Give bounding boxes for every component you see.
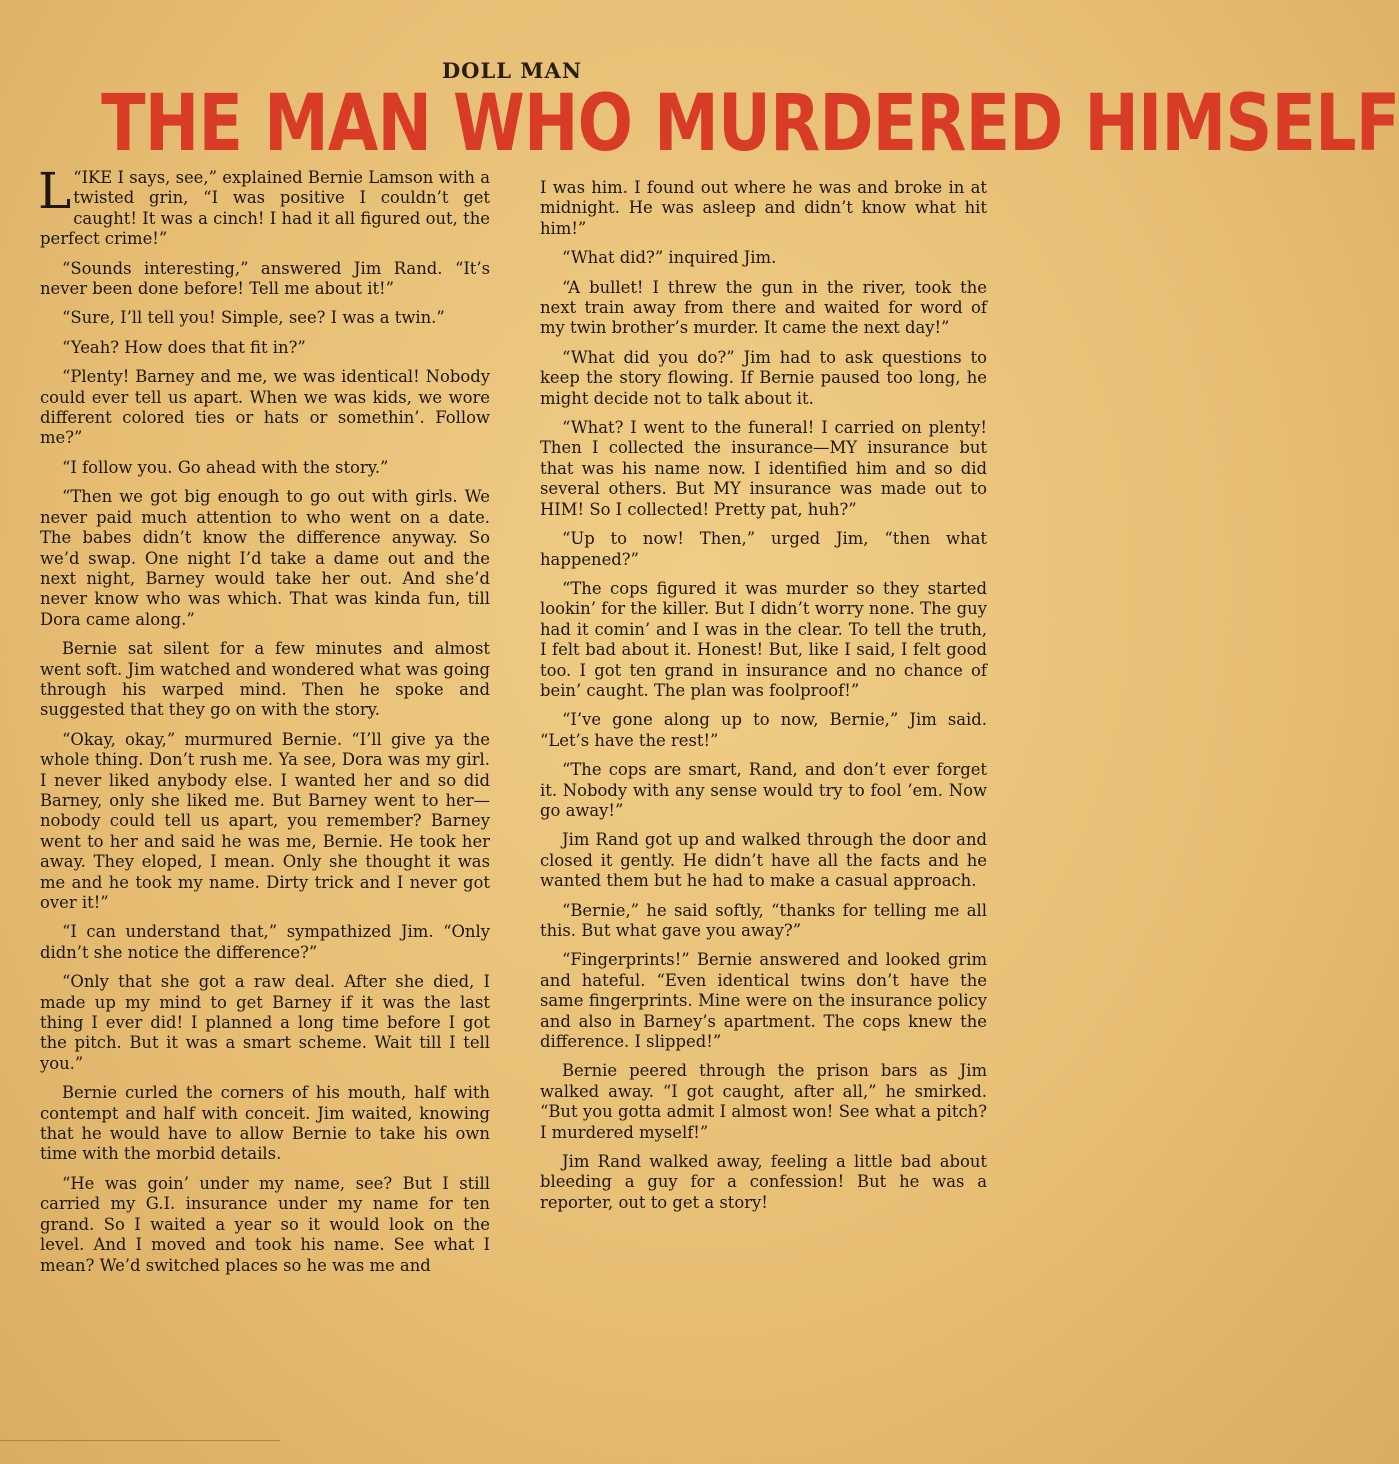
paragraph: Jim Rand got up and walked through the door and closed it gently. He didn’t have all the facts and he wanted them but he had to make a casual approach. (540, 830, 987, 891)
paragraph: “Sure, I’ll tell you! Simple, see? I was a twin.” (62, 308, 445, 328)
drop-cap: L (38, 162, 72, 220)
paragraph: “Up to now! Then,” urged Jim, “then what happened?” (540, 529, 987, 569)
paragraph: “What did you do?” Jim had to ask questions to keep the story flowing. If Bernie paused too long, he might decide not to talk about it. (540, 347, 987, 408)
paragraph: “Okay, okay,” murmured Bernie. “I’ll give ya the whole thing. Don’t rush me. Ya see, Dora was my girl. I never liked anybody else. I wanted her and so did Barney, only she liked me. But Barney went to her—nobody could tell us apart, you remember? Barney went to her and said he was me, Bernie. He took her away. They eloped, I mean. Only she thought it was me and he took my name. Dirty trick and I never got over it!” (40, 729, 490, 912)
paragraph: “What? I went to the funeral! I carried on plenty! Then I collected the insurance—MY insurance but that was his name now. I identified him and so did several others. But MY insurance was made out to HIM! So I collected! Pretty pat, huh?” (540, 418, 987, 519)
paragraph: “I follow you. Go ahead with the story.” (62, 457, 389, 477)
paragraph: “Fingerprints!” Bernie answered and looked grim and hateful. “Even identical twins don’t have the same fingerprints. Mine were on the insurance policy and also in Barney’s apartment. The cops knew the difference. I slipped!” (540, 950, 987, 1052)
paragraph: “Yeah? How does that fit in?” (62, 337, 306, 357)
right-text-column (540, 178, 987, 1222)
series-title: DOLL MAN (441, 58, 583, 83)
left-text-column (38, 162, 490, 1285)
page-edge-rule (0, 1440, 280, 1441)
paragraph: “I can understand that,” sympathized Jim. “Only didn’t she notice the difference?” (40, 922, 490, 962)
paragraph: “The cops figured it was murder so they started lookin’ for the killer. But I didn’t worry none. The guy had it comin’ and I was in the clear. To tell the truth, I felt bad about it. Honest! But, like I said, I felt good too. I got ten grand in insurance and no chance of bein’ caught. The plan was foolproof!” (540, 578, 987, 700)
paragraph: “Bernie,” he said softly, “thanks for telling me all this. But what gave you away?” (540, 900, 987, 940)
paragraph-text: “IKE I says, see,” explained Bernie Lamson with a twisted grin, “I was positive I couldn’t get caught! It was a cinch! I had it all figured out, the perfect crime!” (40, 168, 490, 249)
paragraph: “Plenty! Barney and me, we was identical! Nobody could ever tell us apart. When we was kids, we wore different colored ties or hats or somethin’. Follow me?” (40, 367, 490, 448)
paragraph: “The cops are smart, Rand, and don’t ever forget it. Nobody with any sense would try to fool ’em. Now go away!” (540, 760, 987, 820)
paragraph: Bernie sat silent for a few minutes and almost went soft. Jim watched and wondered what was going through his warped mind. Then he spoke and suggested that they go on with the story. (40, 639, 490, 720)
paragraph: Bernie peered through the prison bars as Jim walked away. “I got caught, after all,” he smirked. “But you gotta admit I almost won! See what a pitch? I murdered myself!” (540, 1061, 987, 1142)
paragraph: I was him. I found out where he was and broke in at midnight. He was asleep and didn’t know what hit him!” (540, 178, 987, 238)
paragraph (38, 162, 490, 250)
paragraph: “I’ve gone along up to now, Bernie,” Jim said. “Let’s have the rest!” (540, 710, 987, 750)
paragraph: “Only that she got a raw deal. After she died, I made up my mind to get Barney if it was the last thing I ever did! I planned a long time before I got the pitch. But it was a smart scheme. Wait till I tell you.” (40, 972, 490, 1073)
paragraph: Jim Rand walked away, feeling a little bad about bleeding a guy for a confession! But he was a reporter, out to get a story! (540, 1152, 987, 1212)
paragraph: “What did?” inquired Jim. (562, 248, 777, 268)
paragraph: “Then we got big enough to go out with girls. We never paid much attention to who went on a date. The babes didn’t know the difference anyway. So we’d swap. One night I’d take a dame out and the next night, Barney would take her out. And she’d never know who was which. That was kinda fun, till Dora came along.” (40, 487, 490, 629)
paragraph: “Sounds interesting,” answered Jim Rand. “It’s never been done before! Tell me about it!” (40, 258, 490, 299)
paragraph: “A bullet! I threw the gun in the river, took the next train away from there and waited for word of my twin brother’s murder. It came the next day!” (540, 277, 987, 338)
paragraph: “He was goin’ under my name, see? But I still carried my G.I. insurance under my name for ten grand. So I waited a year so it would look on the level. And I moved and took his name. See what I mean? We’d switched places so he was me and (40, 1173, 490, 1275)
story-headline: THE MAN WHO MURDERED HIMSELF (101, 79, 1399, 169)
paragraph: Bernie curled the corners of his mouth, half with contempt and half with conceit. Jim waited, knowing that he would have to allow Bernie to take his own time with the morbid details. (40, 1083, 490, 1164)
